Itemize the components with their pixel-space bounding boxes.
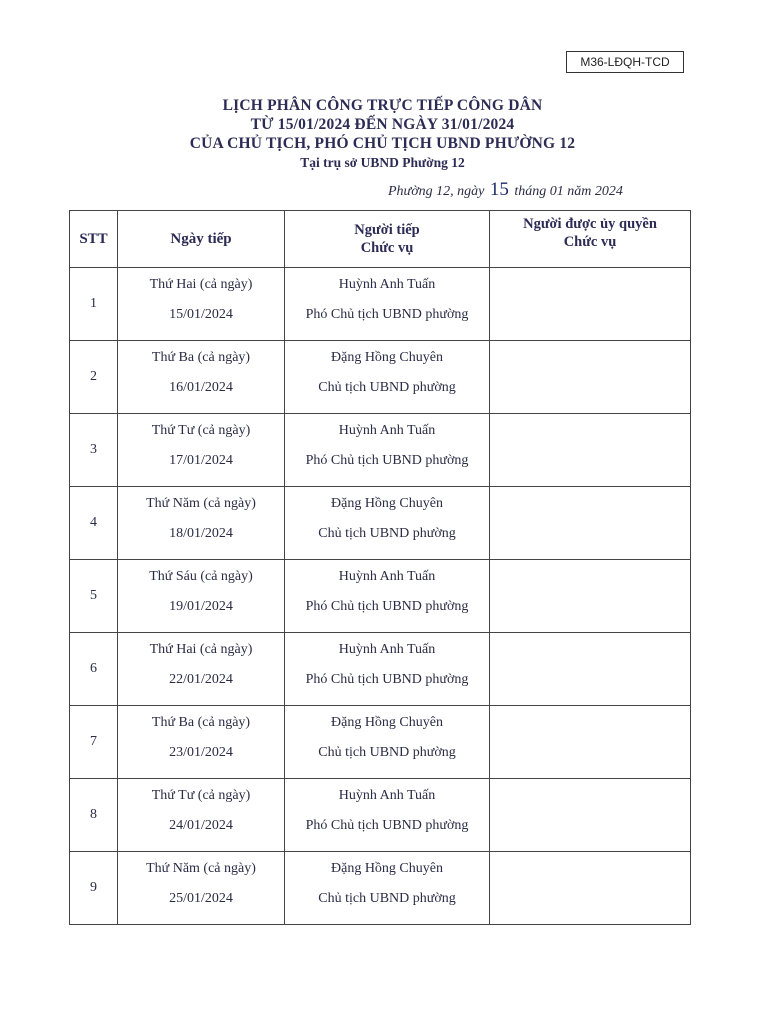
table-header-row [70,211,691,268]
row-weekday: Thứ Năm (cả ngày) [146,496,256,511]
row-person-cell [285,414,490,487]
row-name: Huỳnh Anh Tuấn [338,788,436,803]
table-row [70,341,691,414]
row-position: Chủ tịch UBND phường [318,745,456,760]
row-date-cell [118,852,285,925]
row-date: 23/01/2024 [169,745,233,760]
date-line [388,179,623,201]
row-weekday: Thứ Tư (cả ngày) [151,788,251,803]
form-code: M36-LĐQH-TCD [580,55,670,69]
row-position: Phó Chủ tịch UBND phường [305,453,469,468]
row-position: Phó Chủ tịch UBND phường [305,672,469,687]
row-delegate [490,706,691,779]
row-name: Huỳnh Anh Tuấn [338,277,436,292]
header-delegate [490,211,691,268]
table-row [70,487,691,560]
row-date: 15/01/2024 [169,307,233,322]
row-person-cell [285,268,490,341]
row-date-cell [118,268,285,341]
row-stt: 8 [70,779,118,852]
row-person-cell [285,706,490,779]
row-date-cell [118,633,285,706]
row-name: Huỳnh Anh Tuấn [338,423,436,438]
row-position: Chủ tịch UBND phường [318,380,456,395]
row-name: Huỳnh Anh Tuấn [338,642,436,657]
table-row [70,268,691,341]
row-weekday: Thứ Hai (cả ngày) [149,277,253,292]
date-prefix: Phường 12, ngày [388,184,485,199]
row-stt: 5 [70,560,118,633]
row-weekday: Thứ Ba (cả ngày) [151,715,251,730]
row-stt: 6 [70,633,118,706]
row-weekday: Thứ Sáu (cả ngày) [149,569,253,584]
row-date-cell [118,560,285,633]
row-person-cell [285,852,490,925]
row-date-cell [118,487,285,560]
row-date: 19/01/2024 [169,599,233,614]
row-position: Chủ tịch UBND phường [318,526,456,541]
row-person-cell [285,487,490,560]
row-weekday: Thứ Tư (cả ngày) [151,423,251,438]
row-delegate [490,487,691,560]
date-day-handwritten: 15 [489,179,509,200]
row-stt: 7 [70,706,118,779]
row-position: Chủ tịch UBND phường [318,891,456,906]
row-delegate [490,779,691,852]
row-date: 22/01/2024 [169,672,233,687]
header-delegate-line1: Người được ủy quyền [523,216,657,232]
row-person-cell [285,633,490,706]
header-person [285,211,490,268]
table-row [70,779,691,852]
row-date: 18/01/2024 [169,526,233,541]
row-date: 25/01/2024 [169,891,233,906]
header-person-line2: Chức vụ [360,240,414,256]
row-date-cell [118,779,285,852]
row-delegate [490,560,691,633]
title-line-3: CỦA CHỦ TỊCH, PHÓ CHỦ TỊCH UBND PHƯỜNG 12 [189,135,576,152]
header-date: Ngày tiếp [118,211,285,268]
row-date-cell [118,414,285,487]
row-weekday: Thứ Năm (cả ngày) [146,861,256,876]
table-row [70,633,691,706]
header-stt: STT [70,211,118,268]
row-name: Đặng Hồng Chuyên [331,715,443,730]
row-delegate [490,268,691,341]
row-name: Huỳnh Anh Tuấn [338,569,436,584]
schedule-table [69,210,691,925]
row-person-cell [285,560,490,633]
row-person-cell [285,779,490,852]
row-position: Phó Chủ tịch UBND phường [305,307,469,322]
title-line-2: TỪ 15/01/2024 ĐẾN NGÀY 31/01/2024 [250,116,515,133]
title-location: Tại trụ sở UBND Phường 12 [300,155,465,170]
table-row [70,852,691,925]
row-position: Phó Chủ tịch UBND phường [305,599,469,614]
row-person-cell [285,341,490,414]
row-delegate [490,341,691,414]
row-date: 16/01/2024 [169,380,233,395]
row-stt: 4 [70,487,118,560]
row-stt: 1 [70,268,118,341]
row-date: 17/01/2024 [169,453,233,468]
table-row [70,414,691,487]
row-date-cell [118,341,285,414]
form-code-box [566,51,684,73]
row-delegate [490,852,691,925]
row-weekday: Thứ Hai (cả ngày) [149,642,253,657]
row-date-cell [118,706,285,779]
row-name: Đặng Hồng Chuyên [331,350,443,365]
row-stt: 2 [70,341,118,414]
row-date: 24/01/2024 [169,818,233,833]
document-title [0,96,765,172]
header-person-line1: Người tiếp [354,222,420,238]
row-position: Phó Chủ tịch UBND phường [305,818,469,833]
row-delegate [490,633,691,706]
row-name: Đặng Hồng Chuyên [331,496,443,511]
table-row [70,706,691,779]
header-delegate-line2: Chức vụ [563,234,617,250]
row-stt: 9 [70,852,118,925]
row-weekday: Thứ Ba (cả ngày) [151,350,251,365]
row-stt: 3 [70,414,118,487]
row-name: Đặng Hồng Chuyên [331,861,443,876]
title-line-1: LỊCH PHÂN CÔNG TRỰC TIẾP CÔNG DÂN [222,97,543,114]
row-delegate [490,414,691,487]
date-suffix: tháng 01 năm 2024 [514,184,623,199]
table-row [70,560,691,633]
